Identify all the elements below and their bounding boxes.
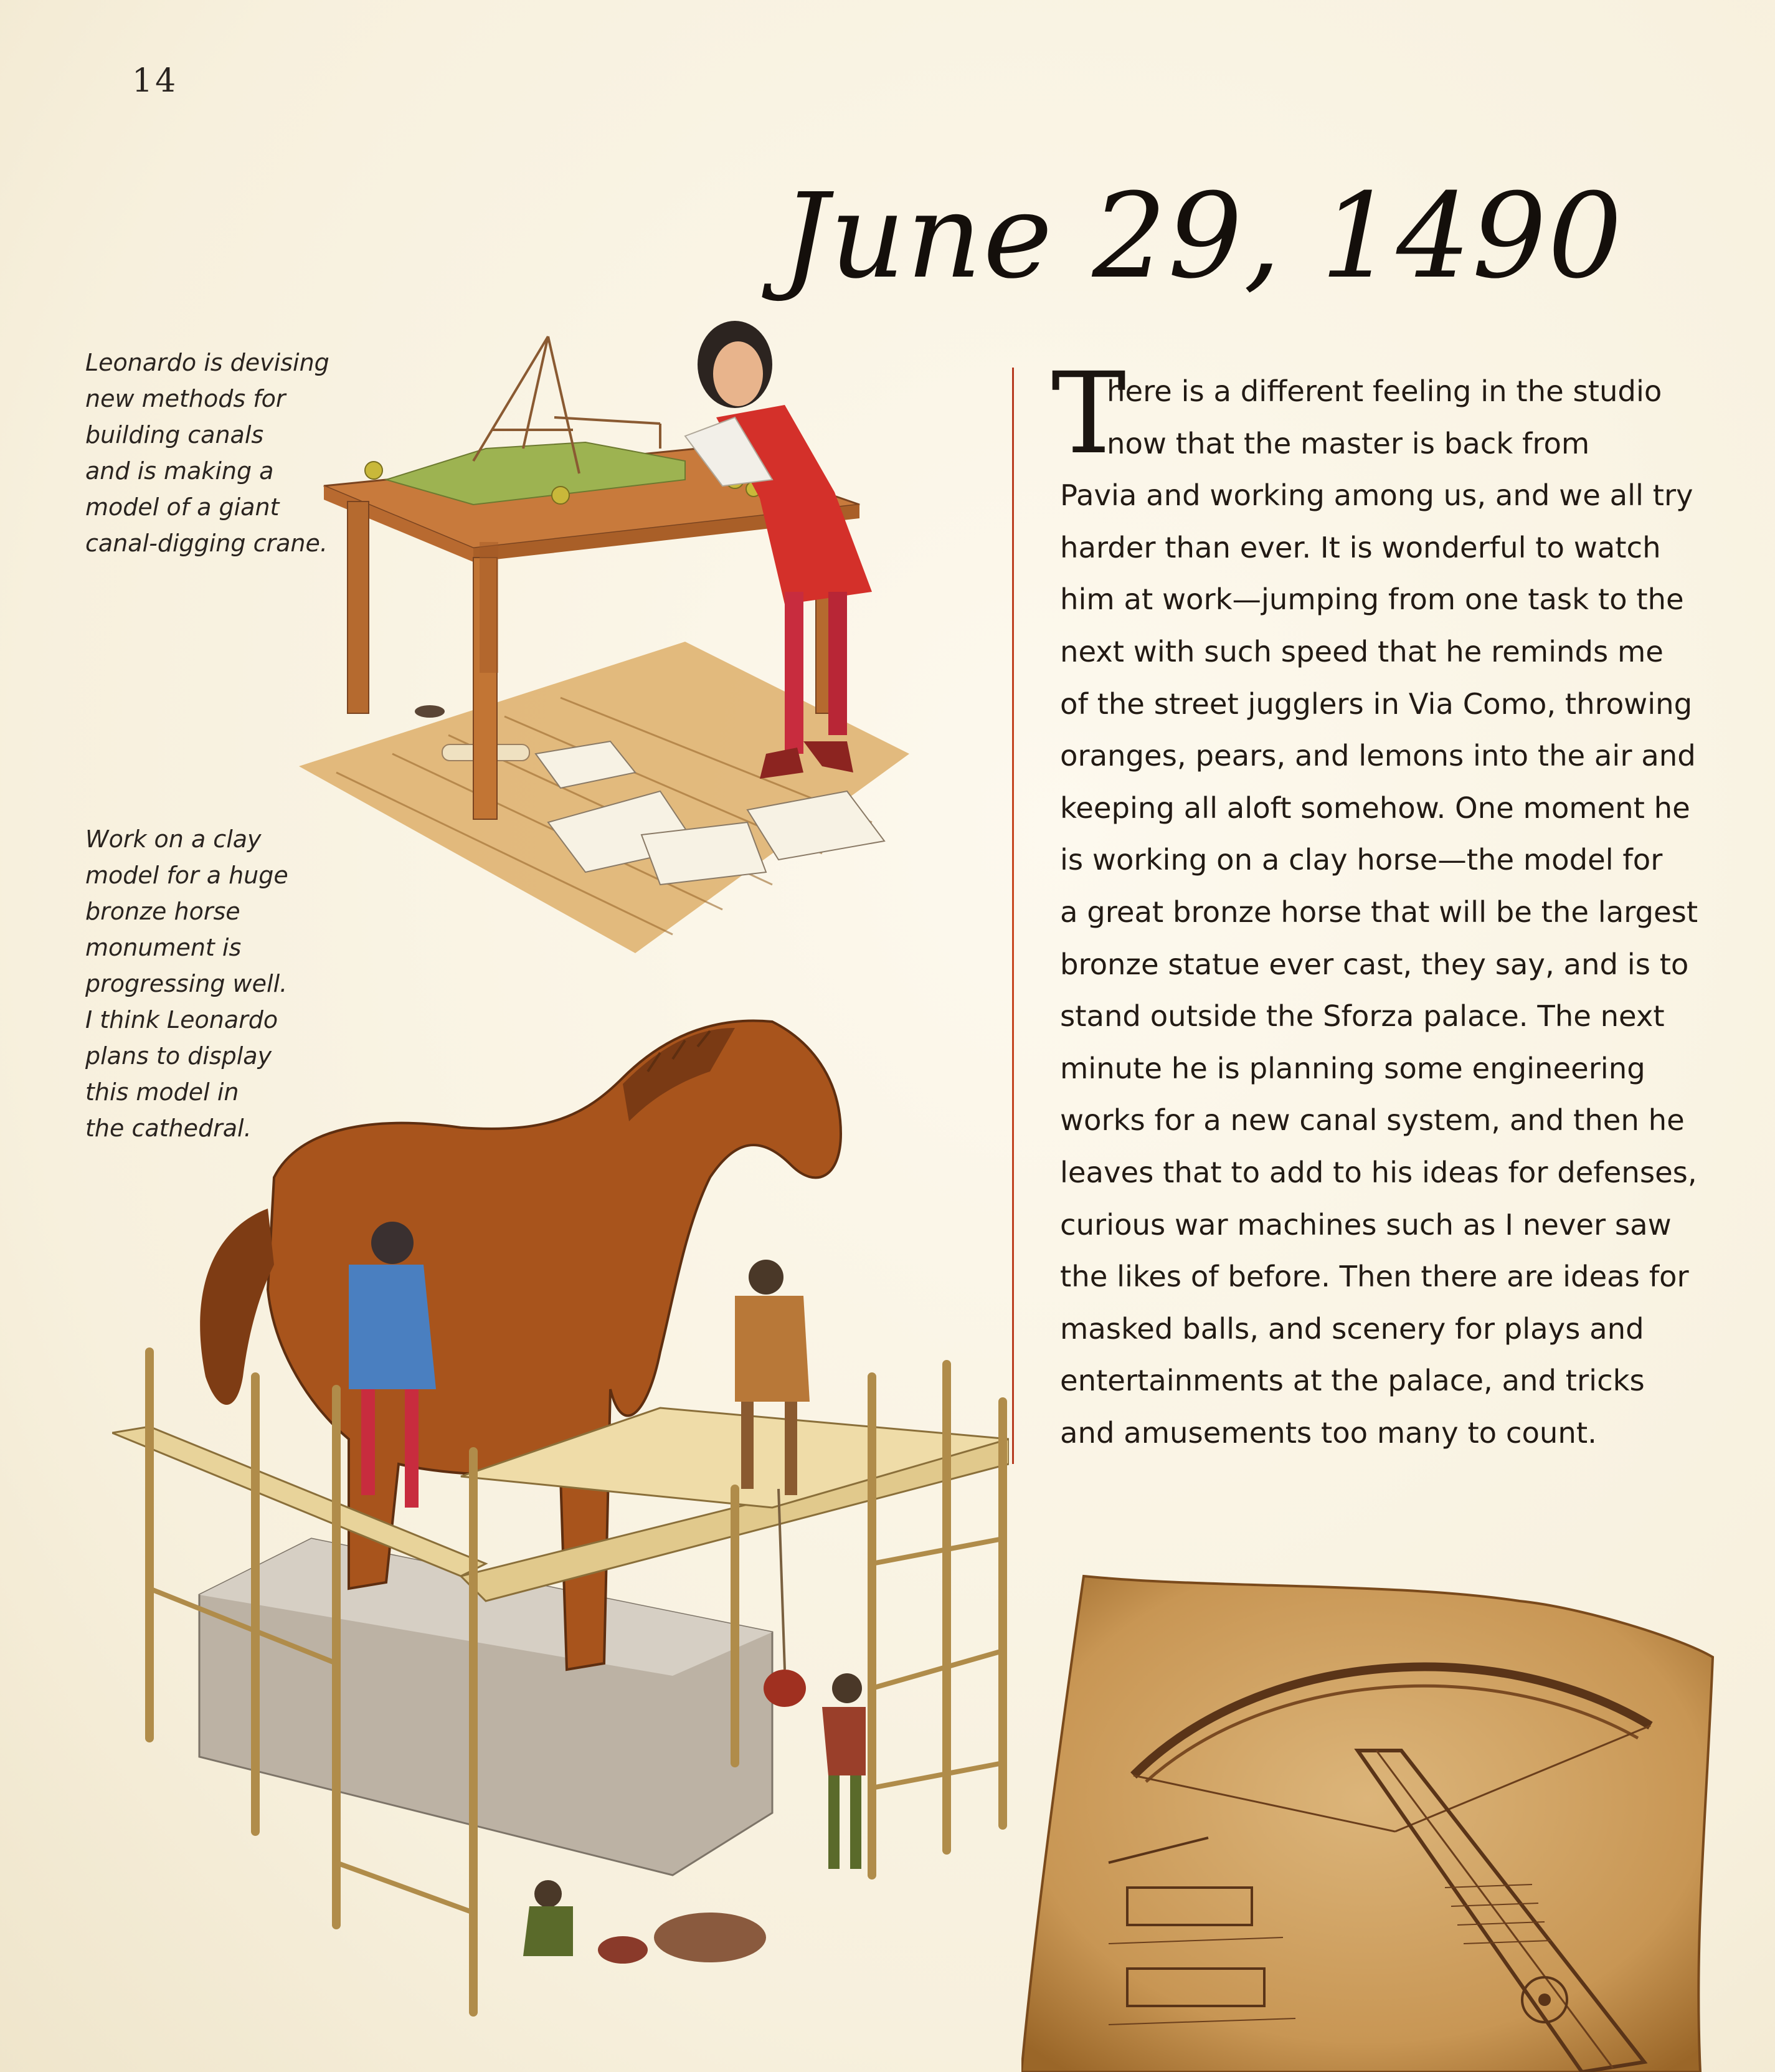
text-line: next with such speed that he reminds me <box>1060 634 1664 668</box>
caption-line: this model in <box>85 1078 239 1106</box>
caption-line: model for a huge <box>85 862 288 889</box>
caption-line: progressing well. <box>85 970 288 997</box>
column-divider <box>1012 368 1014 1464</box>
caption-line: building canals <box>85 421 264 449</box>
text-line: stand outside the Sforza palace. The next <box>1060 999 1665 1034</box>
caption-line: Leonardo is devising <box>85 349 329 376</box>
text-line: is working on a clay horse—the model for <box>1060 843 1663 877</box>
text-line: of the street jugglers in Via Como, throwing <box>1060 687 1693 721</box>
text-line: leaves that to add to his ideas for defenses, <box>1060 1155 1697 1189</box>
text-line: works for a new canal system, and then he <box>1060 1103 1685 1138</box>
text-line: oranges, pears, and lemons into the air and <box>1060 739 1696 773</box>
horse-scaffold-illustration <box>112 1003 1009 2025</box>
workshop-illustration <box>286 293 934 966</box>
caption-line: I think Leonardo <box>85 1006 278 1034</box>
text-line: harder than ever. It is wonderful to watch <box>1060 530 1661 564</box>
text-line: a great bronze horse that will be the largest <box>1060 895 1698 929</box>
text-line: curious war machines such as I never saw <box>1060 1207 1672 1242</box>
caption-line: plans to display <box>85 1042 272 1070</box>
text-line: entertainments at the palace, and tricks <box>1060 1364 1645 1398</box>
text-line: and amusements too many to count. <box>1060 1415 1597 1450</box>
text-line: him at work—jumping from one task to the <box>1060 582 1684 617</box>
caption-line: the cathedral. <box>85 1114 252 1142</box>
crossbow-parchment-illustration <box>1021 1564 1731 2072</box>
caption-line: monument is <box>85 934 242 961</box>
page-number: 14 <box>132 62 179 100</box>
worker-kneeling <box>523 1880 766 1964</box>
text-line: Pavia and working among us, and we all try <box>1060 478 1693 513</box>
caption-line: model of a giant <box>85 493 280 521</box>
text-line: masked balls, and scenery for plays and <box>1060 1311 1644 1346</box>
text-line: bronze statue ever cast, they say, and is to <box>1060 947 1689 981</box>
caption-line: new methods for <box>85 385 286 412</box>
text-line: now that the master is back from <box>1107 426 1590 460</box>
caption-line: bronze horse <box>85 898 240 925</box>
journal-entry <box>1060 366 1698 1459</box>
caption-line: and is making a <box>85 457 274 485</box>
text-line: the likes of before. Then there are ideas for <box>1060 1260 1689 1294</box>
text-line: minute he is planning some engineering <box>1060 1051 1645 1085</box>
caption-line: Work on a clay <box>85 825 262 853</box>
worker-ladder <box>822 1673 866 1869</box>
text-line: here is a different feeling in the studio <box>1107 374 1662 408</box>
drop-cap: T <box>1051 349 1127 479</box>
caption-line: canal-digging crane. <box>85 530 328 557</box>
page-title: June 29, 1490 <box>782 168 1624 305</box>
text-line: keeping all aloft somehow. One moment he <box>1060 791 1690 825</box>
